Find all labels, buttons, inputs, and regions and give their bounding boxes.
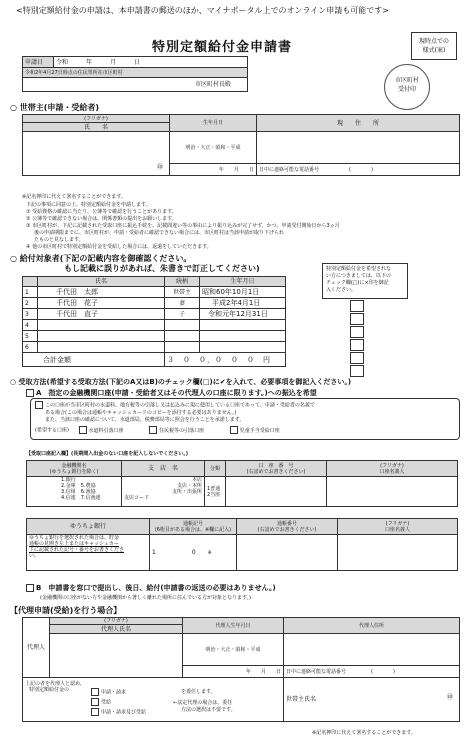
option-a[interactable]: A 指定の金融機関口座(申請・受給者又はその代理人の口座に限ります。)への振込を希望 bbox=[26, 389, 317, 397]
footer-note: ※記名押印に代えて署名することができます。 bbox=[312, 730, 416, 736]
sample-box: 現時点での 様式(案) bbox=[411, 32, 457, 60]
option-b[interactable]: B 申請書を窓口で提出し、後日、給付(申請書の返送の必要はありません。) bbox=[26, 584, 276, 592]
note-3c: たものと見なします。 bbox=[34, 237, 84, 243]
delegation-block: 上記の者を代理人と認め、 特別定額給付金の 申請・請求 受給 申請・請求及び受給 を委任します。 ←法定代理の場合は、委任 方法の選択は不要です。 bbox=[23, 678, 284, 722]
note-signature: ※記名押印に代えて署名することができます。 bbox=[22, 194, 126, 200]
note-3b: 後の申請期限までに、市区町村が、申請・受給者に確認できない場合には、市区町村は当該申請が取り下げられ bbox=[34, 230, 285, 236]
householder-heading: ○ 世帯主(申請・受給者) bbox=[10, 103, 100, 112]
householder-era[interactable]: 明治・大正・昭和・平成 bbox=[170, 132, 257, 164]
decline-checkbox[interactable] bbox=[350, 352, 364, 364]
table-row: 1 千代田 太郎 世帯主 昭和60年10月1日 bbox=[23, 287, 286, 298]
water-account-checkbox[interactable] bbox=[79, 426, 87, 434]
account-number-field[interactable] bbox=[226, 477, 327, 507]
proxy-birthdate[interactable]: 年 月 日 bbox=[183, 666, 284, 678]
delegate-both-checkbox[interactable] bbox=[91, 708, 99, 716]
table-row: 3 千代田 直子 子 令和元年12月31日 bbox=[23, 309, 286, 320]
note-consent: 下記の事項に同意の上、特別定額給付金を申請します。 bbox=[26, 202, 151, 208]
application-date[interactable]: 令和 年 月 日 bbox=[54, 57, 248, 68]
proxy-era[interactable]: 明治・大正・昭和・平成 bbox=[183, 634, 284, 666]
proxy-heading: 【代理申請(受給)を行う場合】 bbox=[10, 606, 122, 615]
seal-mark: ㊞ bbox=[156, 164, 163, 171]
option-a-box: この口座が当市区町村の水道料、地方税等の引落し又は払込みに現に使用している口座であって、申請・受給者の名義で ある場合(この場合は通帳やキャッシュカードのコピーを添付する必要はありません。) また、当該口座の確認について、水道部局、税務部局等に照会を行うことを承諾します。 (希望する口座) 水道料引落口座 住民税等の引落口座 児童手当受給口座 bbox=[30, 398, 460, 440]
bank-caption: 【受取口座記入欄】(長期間入出金のない口座を記入しないでください。) bbox=[26, 451, 189, 457]
proxy-side-label: 代理人 bbox=[23, 618, 50, 678]
note-3a: ③ 市区町村が、下記に記載された受取口座に振込手続を、記載間違い等の事由により振り込みが完了せず、かつ、申請受付開始日から3ヵ月 bbox=[26, 223, 340, 229]
account-type[interactable]: 1普通 2当座 bbox=[205, 477, 226, 507]
recipients-heading-2: もし記載に誤りがあれば、朱書きで訂正してください) bbox=[64, 264, 260, 273]
recipients-table: 氏名 続柄 生年月日 1 千代田 太郎 世帯主 昭和60年10月1日 2 千代田 花子 妻 平成2年4月1日 3 千代田 直子 子 令和元年12月31日 4 5 6 合計金額 ３ ０ ０，０ ０ ０ 円 bbox=[22, 276, 286, 367]
recipients-heading: ○ 給付対象者(下記の記載内容を御確認ください。 bbox=[10, 254, 192, 263]
note-1: ① 受給資格の確認に当たり、公簿等で確認を行うことがあります。 bbox=[26, 209, 177, 215]
table-row[interactable]: 6 bbox=[23, 342, 286, 353]
total-amount: ３ ０ ０，０ ０ ０ 円 bbox=[165, 353, 286, 367]
householder-name-field[interactable] bbox=[23, 132, 170, 176]
note-4: ④ 他の市区町村で特別定額給付金を受給した場合には、返還をしていただきます。 bbox=[26, 244, 212, 250]
option-b-note: (金融機関の口座がない方や金融機関から著しく離れた場所に住んでいる方が対象となります。) bbox=[40, 595, 252, 601]
page-title: 特別定額給付金申請書 bbox=[152, 40, 293, 55]
receipt-stamp: 市区町村 受付印 bbox=[384, 64, 430, 110]
proxy-phone[interactable]: 日中に連絡可能な電話番号 ( ) bbox=[284, 666, 460, 678]
application-date-label: 申請日 bbox=[23, 57, 54, 68]
householder-birthdate[interactable]: 年 月 日 bbox=[170, 164, 257, 176]
tax-account-checkbox[interactable] bbox=[149, 426, 157, 434]
branch-name-field[interactable]: 本店 支店・本所 支所・出張所 支店コード bbox=[122, 477, 205, 507]
decline-checkbox[interactable] bbox=[350, 365, 364, 377]
table-row[interactable]: 4 bbox=[23, 320, 286, 331]
decline-checkbox[interactable] bbox=[350, 300, 364, 312]
option-b-checkbox[interactable] bbox=[26, 584, 34, 592]
decline-checkbox[interactable] bbox=[350, 313, 364, 325]
yucho-number-field[interactable] bbox=[237, 535, 338, 571]
householder-phone[interactable]: 日中に連絡可能な電話番号 ( ) bbox=[257, 164, 460, 176]
bank-table: 金融機関名 (ゆうちょ銀行を除く) 支 店 名 分類 口 座 番 号 (右詰めでお書きください) (フリガナ) 口座名義人 1.銀行 2.金庫 5.農協 3.信組 6.漁協 4.信連 7.信漁連 本店 支店・本所 支所・出張所 支店コード 1普通 2当座 bbox=[26, 460, 458, 507]
note-2: ② 公簿等で確認できない場合は、関係書類の提出をお願いします。 bbox=[26, 216, 177, 222]
proxy-address-field[interactable] bbox=[284, 634, 460, 666]
householder-table: (フリガナ) 生年月日 現 住 所 氏 名 ㊞ 明治・大正・昭和・平成 年 月 日 日中に連絡可能な電話番号 ( ) bbox=[22, 114, 460, 176]
yucho-note: ゆうちょ銀行を選択された場合は、貯金 通帳の見開き左上またはキャッシュカー ドに記載された記号・番号をお書きくださ い。 bbox=[27, 535, 150, 571]
delegate-receive-checkbox[interactable] bbox=[91, 698, 99, 706]
base-date-line: 令和2年4月27日時点の住民票所在市区町村 bbox=[23, 68, 248, 78]
account-holder-field[interactable] bbox=[327, 477, 458, 507]
proxy-seal-mark: ㊞ bbox=[446, 694, 453, 701]
bank-name-field[interactable]: 1.銀行 2.金庫 5.農協 3.信組 6.漁協 4.信連 7.信漁連 bbox=[27, 477, 122, 507]
householder-name-field-proxy[interactable]: 世帯主氏名 ㊞ bbox=[284, 678, 460, 722]
mayor-line: 市区町村長殿 bbox=[23, 78, 248, 92]
receive-heading: ○ 受取方法(希望する受取方法(下記のA又はB)のチェック欄(□)に✔を入れて、必要事項を御記入ください。) bbox=[10, 378, 352, 386]
proxy-name-field[interactable] bbox=[50, 634, 183, 678]
child-allowance-checkbox[interactable] bbox=[230, 426, 238, 434]
proxy-table: 代理人 (フリガナ) 代理人生年月日 代理人住所 代理人氏名 明治・大正・昭和・平成 年 月 日 日中に連絡可能な電話番号 ( ) 上記の者を代理人と認め、 特別定額給付金の 申請・請求 受給 申請・請求及び受給 を委任します。 ←法定代理の場合は、委任 方法の選択は不要です。 世帯主氏名 ㊞ bbox=[22, 617, 460, 722]
decline-note: 特別定額給付金を希望されな い方につきましては、以下の チェック欄(□)に×印を御記 入ください。 bbox=[322, 263, 408, 299]
yucho-symbol-field[interactable]: 1 0 ※ bbox=[150, 535, 237, 571]
top-banner: <特別定額給付金の申請は、本申請書の郵送のほか、マイナポータル上でのオンライン申請も可能です> bbox=[16, 6, 390, 15]
auto-account-checkbox[interactable] bbox=[35, 401, 43, 409]
decline-checkbox[interactable] bbox=[350, 339, 364, 351]
yucho-holder-field[interactable] bbox=[338, 535, 458, 571]
householder-address-field[interactable] bbox=[257, 132, 460, 164]
table-row: 2 千代田 花子 妻 平成2年4月1日 bbox=[23, 298, 286, 309]
option-a-checkbox[interactable] bbox=[26, 389, 34, 397]
delegate-request-checkbox[interactable] bbox=[91, 688, 99, 696]
total-label: 合計金額 bbox=[23, 353, 165, 367]
decline-checkboxes bbox=[350, 300, 364, 377]
table-row[interactable]: 5 bbox=[23, 331, 286, 342]
decline-checkbox[interactable] bbox=[350, 326, 364, 338]
date-block bbox=[22, 56, 248, 92]
yucho-table: ゆうちょ銀行 通帳記号 (6桁目がある場合は、※欄に記入) 通帳番号 (右詰めでお書きください) (フリガナ) 口座名義人 ゆうちょ銀行を選択された場合は、貯金 通帳の見開き左上またはキャッシュカー ドに記載された記号・番号をお書きくださ い。 1 0 ※ bbox=[26, 518, 458, 571]
